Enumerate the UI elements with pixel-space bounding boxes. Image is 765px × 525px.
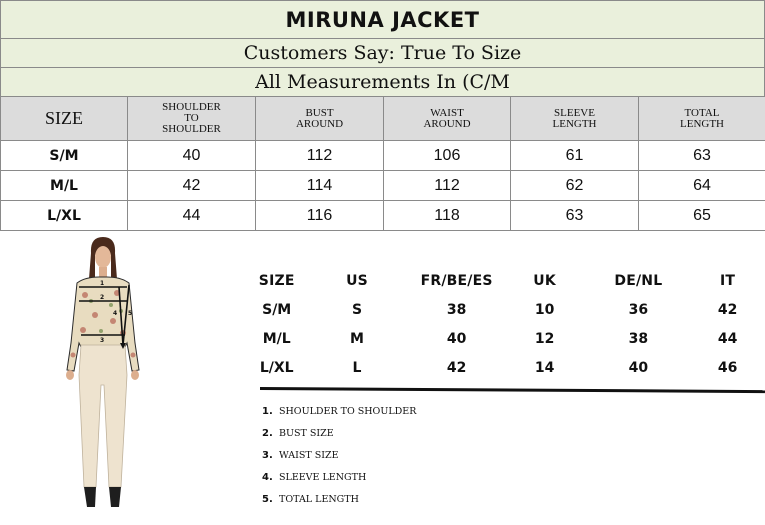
table-cell: 61	[511, 141, 639, 171]
conv-cell: 38	[446, 301, 467, 318]
conv-cell: S/M	[262, 301, 292, 318]
table-cell: 63	[639, 141, 765, 171]
table-cell: 44	[128, 201, 256, 231]
legend-item	[262, 401, 416, 423]
conversion-row	[250, 295, 765, 324]
table-cell-size: M/L	[1, 171, 128, 201]
model-head	[95, 246, 111, 268]
conv-header: US	[346, 272, 368, 289]
conv-cell: 14	[534, 359, 555, 376]
model-neck	[99, 267, 107, 277]
col-header-waist-label: WAIST AROUND	[423, 106, 471, 130]
legend-item	[262, 466, 416, 488]
model-trousers	[79, 345, 127, 487]
divider-rule	[260, 387, 765, 393]
subtitle-text: Customers Say: True To Size	[243, 42, 522, 64]
figure-marker-3: 3	[100, 337, 105, 344]
model-left-shoe	[84, 487, 96, 507]
model-left-hand	[66, 370, 74, 380]
measurement-legend	[262, 401, 416, 510]
legend-item	[262, 445, 416, 467]
figure-marker-4: 4	[113, 310, 118, 317]
figure-marker-2: 2	[100, 294, 105, 301]
conversion-row	[250, 353, 765, 382]
model-right-shoe	[109, 487, 121, 507]
conv-cell: S	[351, 301, 363, 318]
table-cell: 63	[511, 201, 639, 231]
table-cell: 106	[384, 141, 511, 171]
legend-item	[262, 423, 416, 445]
conv-header: UK	[533, 272, 556, 289]
col-header-shoulder	[128, 97, 256, 141]
legend-label: WAIST SIZE	[279, 449, 339, 461]
conv-cell: 10	[534, 301, 555, 318]
legend-number: 4.	[262, 471, 273, 483]
legend-label: BUST SIZE	[279, 428, 334, 440]
model-right-hand	[131, 370, 139, 380]
table-cell: 118	[384, 201, 511, 231]
conversion-table	[250, 266, 765, 382]
legend-number: 3.	[262, 449, 273, 461]
measurement-note-text: All Measurements In (C/M	[255, 71, 510, 93]
legend-label: SLEEVE LENGTH	[279, 471, 367, 483]
conv-header: IT	[720, 272, 736, 289]
subtitle	[0, 38, 765, 68]
legend-number: 5.	[262, 493, 273, 505]
conv-cell: 36	[628, 301, 649, 318]
table-row	[1, 141, 765, 171]
conv-cell: 40	[446, 330, 467, 347]
col-header-total	[639, 97, 765, 141]
conv-cell: 40	[628, 359, 649, 376]
col-header-bust-label: BUST AROUND	[295, 106, 344, 130]
table-cell-size: L/XL	[1, 201, 128, 231]
conv-cell: 44	[717, 330, 738, 347]
measurement-table	[0, 96, 765, 231]
table-cell: 112	[256, 141, 384, 171]
conv-cell: L	[352, 359, 362, 376]
table-row	[1, 201, 765, 231]
table-cell: 114	[256, 171, 384, 201]
conv-cell: M	[350, 330, 364, 347]
conv-cell: 12	[534, 330, 555, 347]
table-cell: 64	[639, 171, 765, 201]
conv-cell: 46	[717, 359, 738, 376]
col-header-shoulder-label: SHOULDER TO SHOULDER	[162, 101, 221, 135]
col-header-sleeve-label: SLEEVE LENGTH	[552, 106, 597, 130]
measurement-note	[0, 67, 765, 97]
conversion-row	[250, 324, 765, 353]
measurement-header-row	[1, 97, 765, 141]
page-title	[0, 0, 765, 39]
table-cell-size: S/M	[1, 141, 128, 171]
conv-header: SIZE	[258, 272, 295, 289]
conv-cell: L/XL	[259, 359, 294, 376]
col-header-size: SIZE	[1, 97, 128, 141]
conversion-header-row	[250, 266, 765, 295]
title-text: MIRUNA JACKET	[285, 7, 480, 32]
col-header-waist	[384, 97, 511, 141]
conv-header: DE/NL	[614, 272, 663, 289]
legend-number: 1.	[262, 406, 273, 418]
col-header-total-label: TOTAL LENGTH	[680, 106, 724, 130]
legend-item	[262, 488, 416, 510]
figure-marker-5: 5	[128, 310, 133, 317]
table-cell: 40	[128, 141, 256, 171]
legend-label: SHOULDER TO SHOULDER	[279, 406, 417, 418]
conv-header: FR/BE/ES	[420, 272, 493, 289]
col-header-bust	[256, 97, 384, 141]
legend-number: 2.	[262, 428, 273, 440]
legend-label: TOTAL LENGTH	[279, 493, 359, 505]
conv-cell: 38	[628, 330, 649, 347]
table-cell: 116	[256, 201, 384, 231]
col-header-sleeve	[511, 97, 639, 141]
table-row	[1, 171, 765, 201]
conv-cell: 42	[446, 359, 467, 376]
conv-cell: 42	[717, 301, 738, 318]
table-cell: 62	[511, 171, 639, 201]
model-figure	[55, 235, 150, 520]
figure-marker-1: 1	[100, 280, 105, 287]
table-cell: 65	[639, 201, 765, 231]
conv-cell: M/L	[262, 330, 291, 347]
table-cell: 42	[128, 171, 256, 201]
table-cell: 112	[384, 171, 511, 201]
